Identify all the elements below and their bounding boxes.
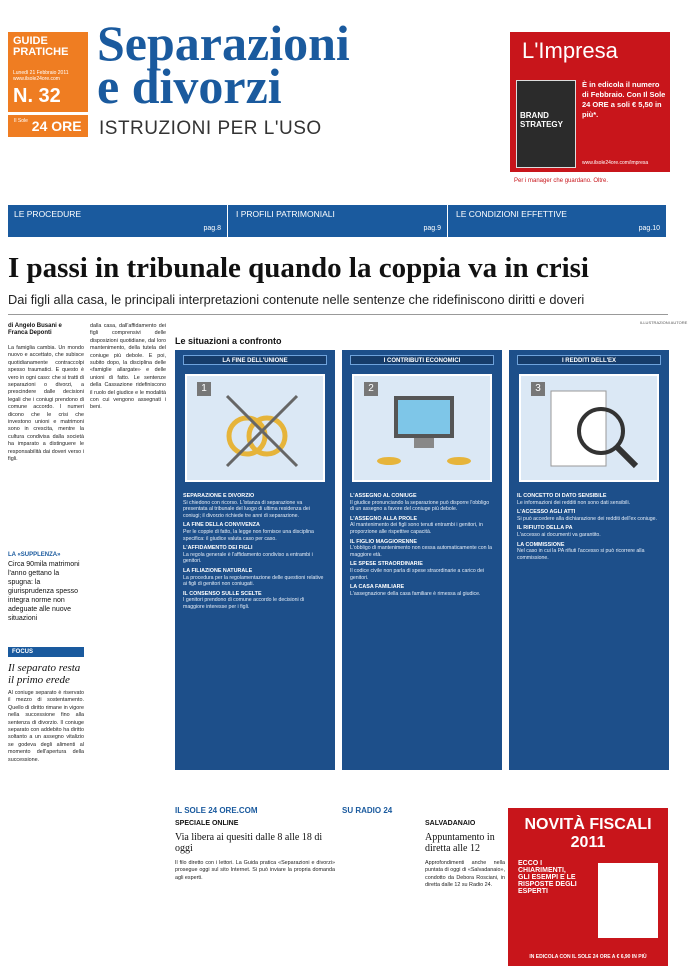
- headline: I passi in tribunale quando la coppia va in crisi: [8, 252, 589, 284]
- footer-online-section[interactable]: IL SOLE 24 ORE.COM: [175, 806, 258, 815]
- supplenza-box: LA «SUPPLENZA» Circa 90mila matrimoni l'anno gettano la spugna: la giurisprudenza spesso integra norme non adeguate alle nuove situazioni: [8, 552, 80, 622]
- series-label: GUIDE PRATICHE: [13, 35, 69, 58]
- nav-condizioni[interactable]: LE CONDIZIONI EFFETTIVE pag.10: [456, 209, 660, 232]
- nav-profili[interactable]: I PROFILI PATRIMONIALI pag.9: [230, 205, 448, 237]
- article-column-2: dalla casa, dall'affidamento dei figli comprensivi delle disposizioni quotidiane, dal loro mantenimento, della tutela del coniuge più debole. E poi, subito dopo, la disciplina delle «famiglie allargate» e delle unioni di fatto. Le sentenze della Cassazione ridefiniscono il ruolo del giudice e le modalità con cui vengono assegnati i beni.: [90, 323, 166, 411]
- infographic-title: Le situazioni a confronto: [175, 336, 282, 346]
- footer-radio-lead: Appuntamento in diretta alle 12: [425, 832, 495, 854]
- footer-radio-section[interactable]: SU RADIO 24: [342, 806, 393, 815]
- impresa-logo: L'Impresa: [522, 38, 618, 63]
- nav-procedure[interactable]: LE PROCEDURE pag.8: [8, 205, 228, 237]
- footer-radio-title: SALVADANAIO: [425, 820, 476, 827]
- computer-coins-icon: 2: [352, 374, 492, 482]
- guide-title: Separazioni e divorzi: [97, 15, 350, 114]
- impresa-footer: Per i manager che guardano. Oltre.: [510, 172, 670, 192]
- impresa-ad[interactable]: [510, 32, 670, 192]
- footer-online-lead: Via libera ai quesiti dalle 8 alle 18 di oggi: [175, 832, 323, 854]
- footer-online-text: Il filo diretto con i lettori. La Guida pratica «Separazioni e divorzi» prosegue oggi sul sito Internet. Si può inviare la propria domanda agli esperti.: [175, 860, 335, 881]
- impresa-text: È in edicola il numero di Febbraio. Con Il Sole 24 ORE a soli € 5,50 in più*.: [582, 80, 666, 119]
- scissors-rings-icon: 1: [185, 374, 325, 482]
- issue-number: N. 32: [13, 85, 61, 107]
- site-url: www.ilsole24ore.com: [13, 76, 60, 82]
- section-nav: [8, 205, 666, 237]
- issue-date: Lunedì 21 Febbraio 2011: [13, 70, 69, 76]
- byline: di Angelo Busani e Franca Deponti: [8, 323, 62, 336]
- focus-title: Il separato resta il primo erede: [8, 662, 81, 686]
- illustration-credit: ILLUSTRAZIONI AUTORE: [640, 320, 688, 325]
- panel-contributi: I CONTRIBUTI ECONOMICI 2 L'ASSEGNO AL CONIUGE Il giudice pronunciando la separazione può disporre l'obbligo di un assegno a favore del coniuge più debole. L'ASSEGNO ALLA PROLE Al mantenimento dei figli sono tenuti entrambi i genitori, in proporzione alle rispettive capacità. IL FIGLIO MAGGIORENNE L'obbligo di mantenimento non cessa automaticamente con la maggiore età. LE SPESE STRAORDINARIE Il codice civile non parla di spese straordinarie a carico dei genitori. LA CASA FAMILIARE L'assegnazione della casa familiare è rimessa al giudice.: [342, 350, 502, 770]
- series-block: [8, 32, 88, 112]
- sole24ore-logo: $^{Il Sole}$ 24 ORE: [8, 115, 88, 137]
- panel-redditi: I REDDITI DELL'EX 3 IL CONCETTO DI DATO SENSIBILE Le informazioni dei redditi non sono dati sensibili. L'ACCESSO AGLI ATTI Si può accedere alla dichiarazione dei redditi dell'ex coniuge. IL RIFIUTO DELLA PA L'accesso ai documenti va garantito. LA COMMISSIONE Nel caso in cui la PA rifiuti l'accesso si può ricorrere alla commissione.: [509, 350, 669, 770]
- panel-fine-unione: LA FINE DELL'UNIONE 1 SEPARAZIONE E DIVORZIO Si chiedono con ricorso. L'istanza di separazione va presentata al tribunale del luogo di ultima residenza dei coniugi; il divorzio richiede tre anni di separazione. LA FINE DELLA CONVIVENZA Per le coppie di fatto, la legge non fornisce una disciplina specifica: il giudice valuta caso per caso. L'AFFIDAMENTO DEI FIGLI La regola generale è l'affidamento condiviso a entrambi i genitori. LA FILIAZIONE NATURALE La procedura per la regolamentazione delle questioni relative ai figli di genitori non coniugati. IL CONSENSO SULLE SCELTE I genitori prendono di comune accordo le decisioni di maggiore interesse per i figli.: [175, 350, 335, 770]
- focus-label: FOCUS: [8, 647, 84, 657]
- guide-subtitle: ISTRUZIONI PER L'USO: [99, 118, 322, 139]
- impresa-cover: BRAND STRATEGY: [516, 80, 576, 168]
- dek: Dai figli alla casa, le principali interpretazioni contenute nelle sentenze che ridefiniscono diritti e doveri: [8, 292, 585, 307]
- footer-radio-text: Approfondimenti anche nella puntata di oggi di «Salvadanaio», condotto da Debora Rosciani, in diretta dalle 12 su Radio 24.: [425, 860, 505, 889]
- footer-online-title: SPECIALE ONLINE: [175, 820, 239, 827]
- magnifier-document-icon: 3: [519, 374, 659, 482]
- divider: [8, 314, 668, 315]
- article-column-1: La famiglia cambia. Un mondo nuovo e accettato, che subisce quotidianamente contraccolpi spesso traumatici. E questo è vero in ogni caso: che si tratti di separazioni o divorzi, a prescindere dalle decisioni legali che i coniugi prendono di comune accordo. I numeri dicono che le crisi che investono unioni e matrimoni sono in crescita, mentre la cultura condivisa dalla società ha imparato a distinguere le responsabilità dai doveri verso i figli.: [8, 345, 84, 463]
- novita-cover: [598, 863, 658, 938]
- focus-text: Al coniuge separato è riservato il mezzo di sostentamento. Quello di diritto rimane in vigore nella successione fino alla sentenza di divorzio. Il coniuge separato con addebito ha diritto soltanto a un assegno vitalizio se godeva degli alimenti al momento dell'apertura della successione.: [8, 690, 84, 763]
- impresa-url[interactable]: www.ilsole24ore.com/impresa: [582, 160, 649, 166]
- novita-fiscali-ad[interactable]: NOVITÀ FISCALI 2011 ECCO I CHIARIMENTI, GLI ESEMPI E LE RISPOSTE DEGLI ESPERTI IN EDICOLA CON IL SOLE 24 ORE A € 6,90 IN PIÙ: [508, 808, 668, 966]
